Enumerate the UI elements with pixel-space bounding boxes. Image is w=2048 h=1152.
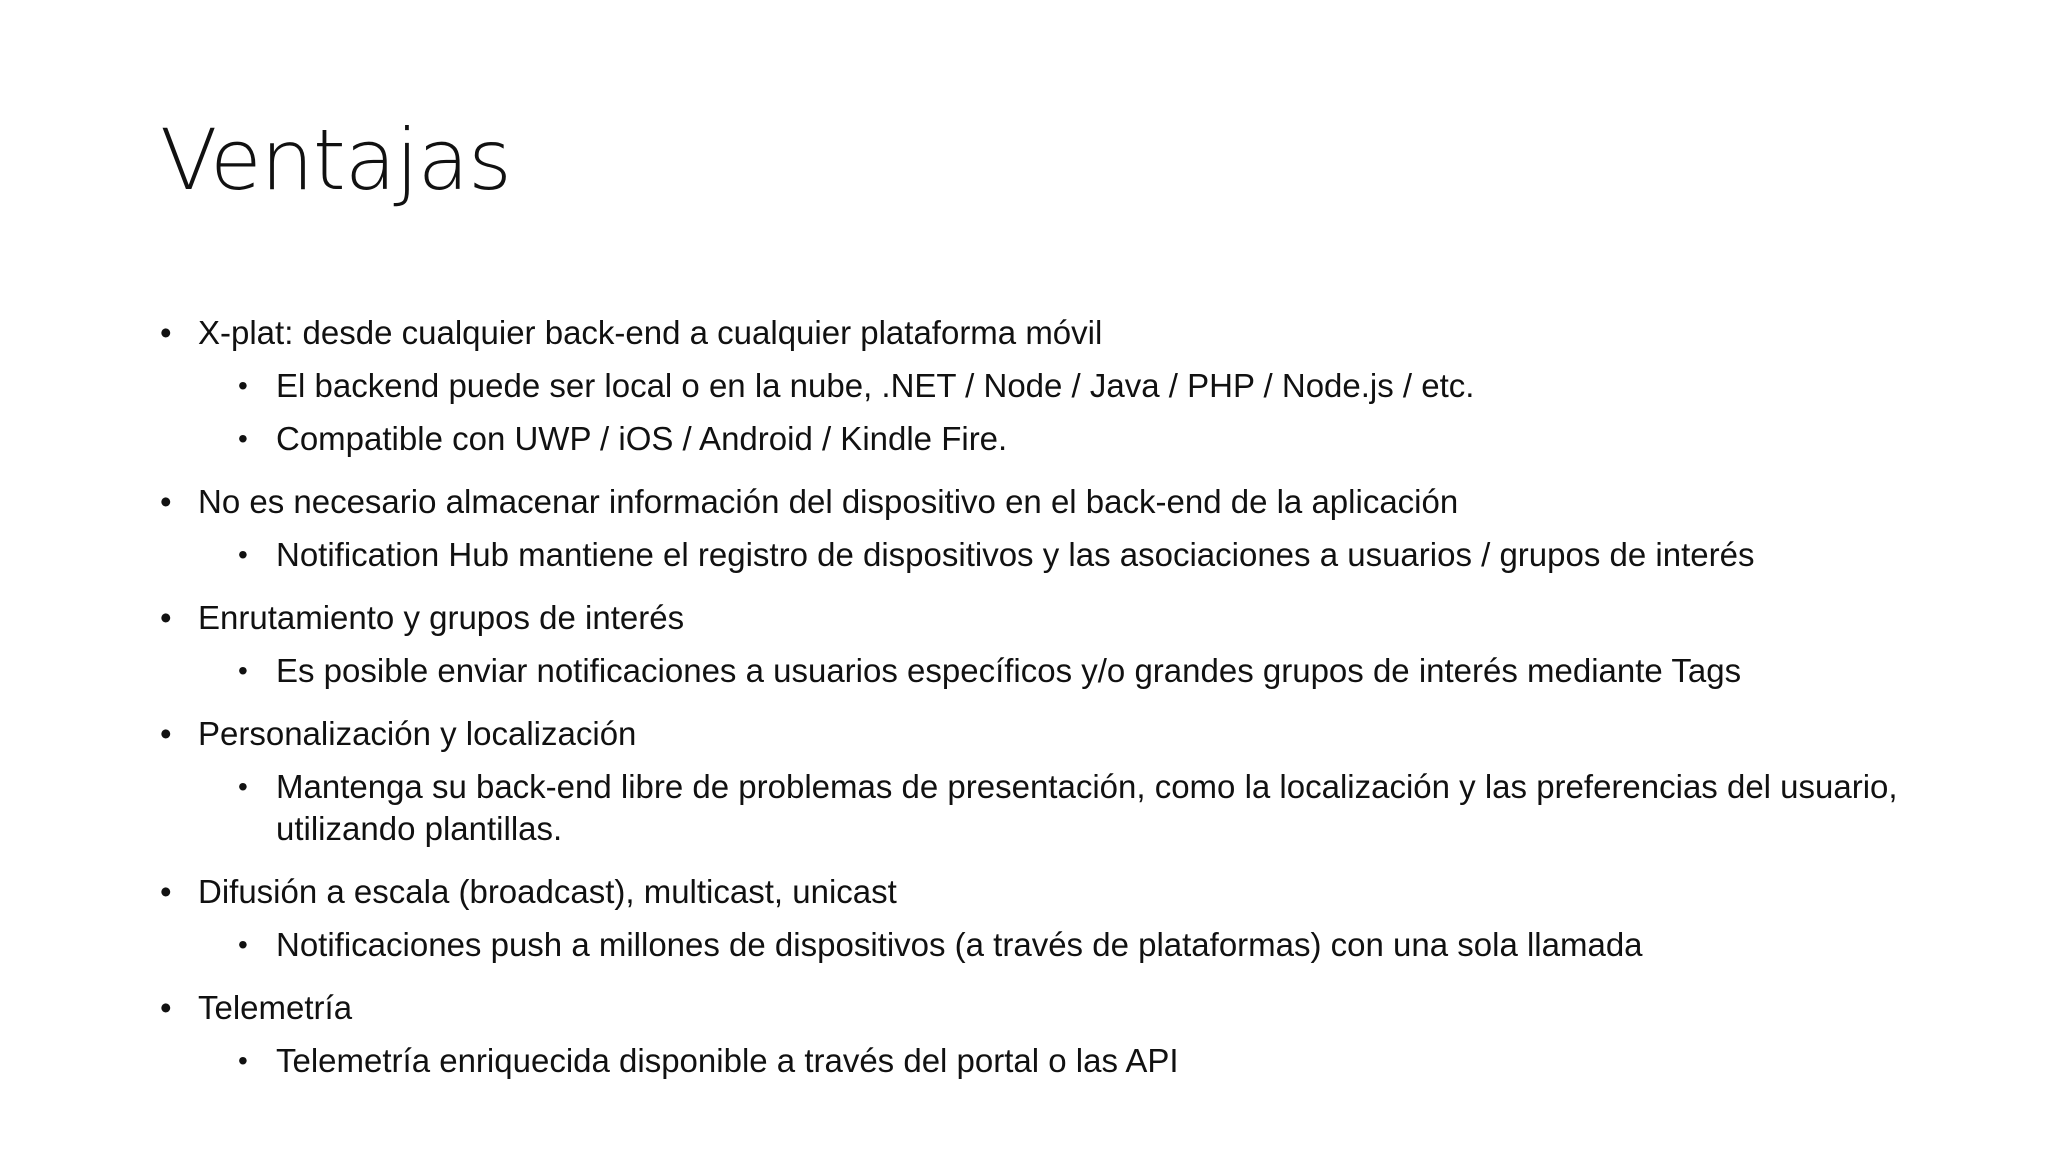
bullet-list <box>160 312 1920 1082</box>
bullet-text: Difusión a escala (broadcast), multicast, unicast <box>198 873 897 910</box>
sub-bullet-item <box>238 766 1916 850</box>
bullet-icon: • <box>238 771 248 802</box>
bullet-icon: • <box>238 423 248 454</box>
bullet-item <box>160 987 1920 1029</box>
bullet-icon: • <box>238 1045 248 1076</box>
sub-bullet-text: Telemetría enriquecida disponible a través del portal o las API <box>276 1042 1179 1079</box>
bullet-item <box>160 481 1920 523</box>
sub-bullet-item <box>238 365 1916 407</box>
bullet-icon: • <box>238 655 248 686</box>
sub-bullet-item <box>238 650 1916 692</box>
bullet-text: No es necesario almacenar información del dispositivo en el back-end de la aplicación <box>198 483 1459 520</box>
sub-bullet-text: Compatible con UWP / iOS / Android / Kindle Fire. <box>276 420 1008 457</box>
sub-bullet-text: El backend puede ser local o en la nube, .NET / Node / Java / PHP / Node.js / etc. <box>276 367 1475 404</box>
bullet-icon: • <box>238 929 248 960</box>
sub-bullet-text: Notification Hub mantiene el registro de dispositivos y las asociaciones a usuarios / grupos de interés <box>276 536 1755 573</box>
bullet-icon: • <box>160 483 172 520</box>
bullet-text: Telemetría <box>198 989 353 1026</box>
bullet-icon: • <box>238 370 248 401</box>
sub-bullet-item <box>238 534 1916 576</box>
bullet-item <box>160 597 1920 639</box>
bullet-icon: • <box>160 599 172 636</box>
bullet-icon: • <box>160 989 172 1026</box>
sub-bullet-item <box>238 418 1916 460</box>
sub-bullet-item <box>238 1040 1916 1082</box>
slide-title: Ventajas <box>160 111 511 209</box>
bullet-text: Enrutamiento y grupos de interés <box>198 599 685 636</box>
bullet-text: X-plat: desde cualquier back-end a cualquier plataforma móvil <box>198 314 1103 351</box>
bullet-item <box>160 871 1920 913</box>
sub-bullet-text: Mantenga su back-end libre de problemas de presentación, como la localización y las preferencias del usuario, utilizando plantillas. <box>276 768 1898 847</box>
bullet-item <box>160 713 1920 755</box>
bullet-icon: • <box>160 314 172 351</box>
bullet-icon: • <box>160 873 172 910</box>
sub-bullet-text: Notificaciones push a millones de dispositivos (a través de plataformas) con una sola llamada <box>276 926 1643 963</box>
sub-bullet-item <box>238 924 1916 966</box>
bullet-item <box>160 312 1920 354</box>
bullet-icon: • <box>160 715 172 752</box>
bullet-icon: • <box>238 539 248 570</box>
sub-bullet-text: Es posible enviar notificaciones a usuarios específicos y/o grandes grupos de interés mediante Tags <box>276 652 1742 689</box>
bullet-text: Personalización y localización <box>198 715 637 752</box>
